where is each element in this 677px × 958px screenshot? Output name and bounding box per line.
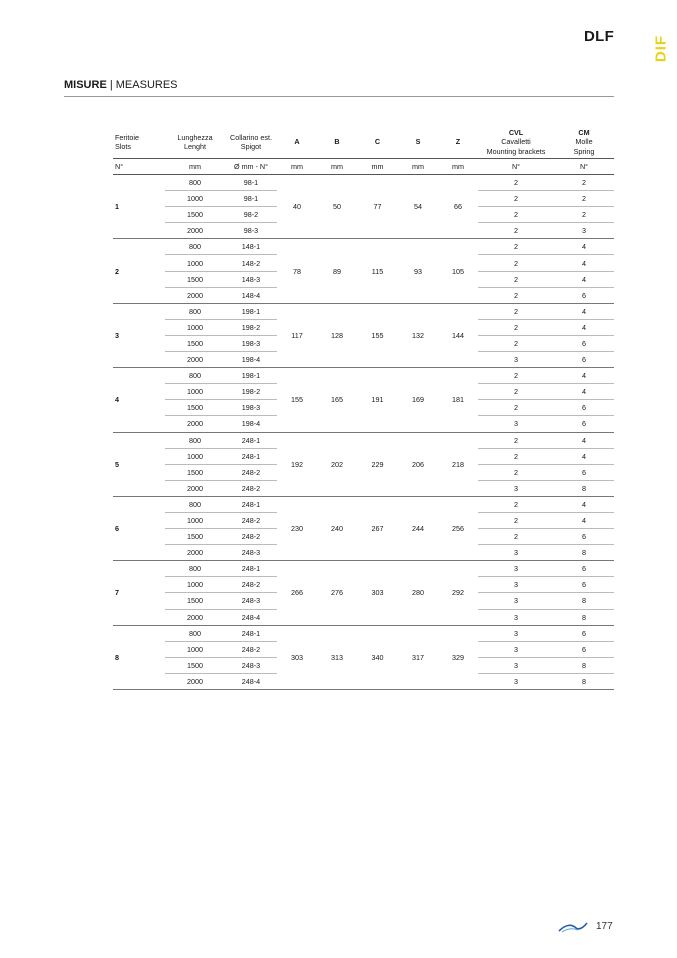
cm-cell: 4 (554, 512, 614, 528)
cm-cell: 8 (554, 673, 614, 689)
length-cell: 2000 (165, 609, 225, 625)
spigot-cell: 198-3 (225, 400, 277, 416)
table-row (113, 496, 614, 512)
cm-cell: 4 (554, 384, 614, 400)
dimension-b-cell: 276 (317, 561, 357, 625)
cvl-cell: 3 (478, 480, 554, 496)
spigot-cell: 148-1 (225, 239, 277, 255)
cm-cell: 6 (554, 529, 614, 545)
section-heading (64, 79, 178, 91)
spigot-cell: 198-2 (225, 384, 277, 400)
spigot-cell: 248-4 (225, 609, 277, 625)
slots-cell: 8 (113, 625, 165, 689)
dimension-z-cell: 329 (438, 625, 478, 689)
section-side-tab (654, 32, 668, 62)
column-header-line: Feritoie (115, 132, 139, 142)
cm-cell: 4 (554, 319, 614, 335)
length-cell: 1500 (165, 335, 225, 351)
column-header (165, 126, 225, 159)
measures-table (113, 126, 614, 690)
dimension-z-cell: 144 (438, 303, 478, 367)
dimension-z-cell: 256 (438, 496, 478, 560)
cvl-cell: 2 (478, 335, 554, 351)
column-header-line: Spigot (240, 142, 262, 151)
column-header-line: B (334, 137, 340, 147)
unit-cell: mm (277, 159, 317, 175)
cvl-cell: 2 (478, 271, 554, 287)
column-header (317, 126, 357, 159)
cvl-cell: 3 (478, 641, 554, 657)
dimension-s-cell: 132 (398, 303, 438, 367)
spigot-cell: 198-4 (225, 352, 277, 368)
cm-cell: 4 (554, 239, 614, 255)
column-header (554, 126, 614, 159)
dimension-a-cell: 40 (277, 175, 317, 239)
spigot-cell: 98-1 (225, 191, 277, 207)
dimension-b-cell: 128 (317, 303, 357, 367)
spigot-cell: 248-1 (225, 432, 277, 448)
dimension-s-cell: 93 (398, 239, 438, 303)
length-cell: 2000 (165, 352, 225, 368)
unit-cell: N° (478, 159, 554, 175)
dimension-z-cell: 181 (438, 368, 478, 432)
wave-logo-icon (558, 921, 588, 933)
cm-cell: 6 (554, 335, 614, 351)
heading-separator: | (106, 79, 116, 91)
side-tab-label: DIF (652, 34, 670, 63)
spigot-cell: 148-2 (225, 255, 277, 271)
length-cell: 1000 (165, 384, 225, 400)
cm-cell: 8 (554, 657, 614, 673)
dimension-a-cell: 303 (277, 625, 317, 689)
column-header (225, 126, 277, 159)
spigot-cell: 148-3 (225, 271, 277, 287)
dimension-c-cell: 340 (357, 625, 398, 689)
dimension-s-cell: 206 (398, 432, 438, 496)
cvl-cell: 2 (478, 287, 554, 303)
table-row (113, 625, 614, 641)
dimension-b-cell: 202 (317, 432, 357, 496)
cvl-cell: 2 (478, 368, 554, 384)
length-cell: 1000 (165, 191, 225, 207)
cvl-cell: 2 (478, 223, 554, 239)
cm-cell: 6 (554, 287, 614, 303)
dimension-a-cell: 192 (277, 432, 317, 496)
dimension-z-cell: 66 (438, 175, 478, 239)
dimension-b-cell: 89 (317, 239, 357, 303)
dimension-z-cell: 105 (438, 239, 478, 303)
heading-rule (64, 96, 614, 97)
dimension-z-cell: 292 (438, 561, 478, 625)
cvl-cell: 2 (478, 529, 554, 545)
spigot-cell: 98-1 (225, 175, 277, 191)
length-cell: 800 (165, 432, 225, 448)
slots-cell: 7 (113, 561, 165, 625)
cm-cell: 6 (554, 352, 614, 368)
dimension-b-cell: 240 (317, 496, 357, 560)
spigot-cell: 248-1 (225, 561, 277, 577)
cvl-cell: 3 (478, 561, 554, 577)
length-cell: 1500 (165, 593, 225, 609)
spigot-cell: 198-3 (225, 335, 277, 351)
cm-cell: 2 (554, 191, 614, 207)
column-header (113, 126, 165, 159)
cm-cell: 6 (554, 625, 614, 641)
cm-cell: 4 (554, 496, 614, 512)
cvl-cell: 2 (478, 191, 554, 207)
length-cell: 2000 (165, 416, 225, 432)
length-cell: 2000 (165, 287, 225, 303)
cvl-cell: 3 (478, 352, 554, 368)
table-row (113, 175, 614, 191)
spigot-cell: 198-2 (225, 319, 277, 335)
cvl-cell: 3 (478, 416, 554, 432)
length-cell: 2000 (165, 545, 225, 561)
table-row (113, 303, 614, 319)
table-row (113, 561, 614, 577)
table-row (113, 368, 614, 384)
spigot-cell: 248-2 (225, 641, 277, 657)
slots-cell: 1 (113, 175, 165, 239)
cvl-cell: 2 (478, 448, 554, 464)
length-cell: 1500 (165, 657, 225, 673)
cm-cell: 6 (554, 416, 614, 432)
cvl-cell: 2 (478, 464, 554, 480)
spigot-cell: 248-2 (225, 529, 277, 545)
column-header-line: CVL (508, 127, 524, 137)
column-header-line: Molle (575, 137, 593, 147)
spigot-cell: 248-2 (225, 480, 277, 496)
column-header (438, 126, 478, 159)
cvl-cell: 2 (478, 303, 554, 319)
length-cell: 1000 (165, 448, 225, 464)
dimension-s-cell: 54 (398, 175, 438, 239)
unit-cell: mm (165, 159, 225, 175)
cvl-cell: 2 (478, 496, 554, 512)
dimension-c-cell: 191 (357, 368, 398, 432)
dimension-a-cell: 230 (277, 496, 317, 560)
dimension-a-cell: 117 (277, 303, 317, 367)
slots-cell: 5 (113, 432, 165, 496)
column-header-line: Collarino est. (230, 132, 272, 142)
spigot-cell: 248-3 (225, 593, 277, 609)
spigot-cell: 198-4 (225, 416, 277, 432)
dimension-c-cell: 115 (357, 239, 398, 303)
column-header-line: Z (455, 137, 461, 147)
spigot-cell: 98-2 (225, 207, 277, 223)
cm-cell: 4 (554, 448, 614, 464)
length-cell: 800 (165, 561, 225, 577)
dimension-s-cell: 169 (398, 368, 438, 432)
dimension-b-cell: 50 (317, 175, 357, 239)
cm-cell: 6 (554, 561, 614, 577)
column-header (357, 126, 398, 159)
cvl-cell: 2 (478, 432, 554, 448)
length-cell: 2000 (165, 673, 225, 689)
unit-cell: Ø mm - N° (225, 159, 277, 175)
cvl-cell: 2 (478, 512, 554, 528)
spigot-cell: 198-1 (225, 303, 277, 319)
heading-bold: MISURE (64, 79, 107, 91)
dimension-b-cell: 313 (317, 625, 357, 689)
column-header-line: Lenght (184, 142, 206, 151)
dimension-s-cell: 280 (398, 561, 438, 625)
length-cell: 1000 (165, 255, 225, 271)
slots-cell: 2 (113, 239, 165, 303)
length-cell: 1500 (165, 207, 225, 223)
cvl-cell: 2 (478, 384, 554, 400)
cm-cell: 4 (554, 271, 614, 287)
dimension-c-cell: 303 (357, 561, 398, 625)
spigot-cell: 248-1 (225, 496, 277, 512)
cvl-cell: 3 (478, 545, 554, 561)
cm-cell: 4 (554, 303, 614, 319)
spigot-cell: 248-4 (225, 673, 277, 689)
cm-cell: 4 (554, 432, 614, 448)
length-cell: 1500 (165, 464, 225, 480)
unit-cell: mm (357, 159, 398, 175)
length-cell: 1500 (165, 529, 225, 545)
cvl-cell: 2 (478, 400, 554, 416)
cvl-cell: 2 (478, 239, 554, 255)
slots-cell: 4 (113, 368, 165, 432)
length-cell: 800 (165, 175, 225, 191)
column-header (277, 126, 317, 159)
cvl-cell: 3 (478, 577, 554, 593)
cm-cell: 4 (554, 255, 614, 271)
spigot-cell: 148-4 (225, 287, 277, 303)
column-header-line: Cavalletti (501, 137, 531, 147)
column-header-line: Mounting brackets (486, 146, 546, 156)
table-row (113, 432, 614, 448)
table-row (113, 239, 614, 255)
column-header-line: Lunghezza (177, 132, 213, 142)
cvl-cell: 3 (478, 593, 554, 609)
cm-cell: 2 (554, 207, 614, 223)
spigot-cell: 98-3 (225, 223, 277, 239)
spigot-cell: 248-2 (225, 464, 277, 480)
cm-cell: 6 (554, 464, 614, 480)
unit-cell: N° (554, 159, 614, 175)
spigot-cell: 248-3 (225, 657, 277, 673)
cvl-cell: 3 (478, 625, 554, 641)
cvl-cell: 2 (478, 175, 554, 191)
length-cell: 1000 (165, 319, 225, 335)
heading-title: MEASURES (115, 79, 178, 91)
dimension-s-cell: 317 (398, 625, 438, 689)
column-header-line: C (374, 137, 381, 147)
product-code: DLF (584, 28, 615, 45)
dimension-c-cell: 229 (357, 432, 398, 496)
dimension-z-cell: 218 (438, 432, 478, 496)
cm-cell: 6 (554, 577, 614, 593)
spigot-cell: 248-1 (225, 448, 277, 464)
unit-cell: mm (317, 159, 357, 175)
cm-cell: 8 (554, 545, 614, 561)
dimension-a-cell: 266 (277, 561, 317, 625)
column-header (398, 126, 438, 159)
dimension-c-cell: 267 (357, 496, 398, 560)
column-header (478, 126, 554, 159)
length-cell: 1500 (165, 271, 225, 287)
length-cell: 1500 (165, 400, 225, 416)
spigot-cell: 248-3 (225, 545, 277, 561)
length-cell: 800 (165, 303, 225, 319)
dimension-b-cell: 165 (317, 368, 357, 432)
length-cell: 1000 (165, 512, 225, 528)
spigot-cell: 198-1 (225, 368, 277, 384)
length-cell: 2000 (165, 223, 225, 239)
cvl-cell: 3 (478, 609, 554, 625)
dimension-c-cell: 155 (357, 303, 398, 367)
cm-cell: 8 (554, 480, 614, 496)
column-header-line: CM (578, 127, 590, 137)
unit-cell: mm (438, 159, 478, 175)
unit-cell: mm (398, 159, 438, 175)
cvl-cell: 2 (478, 255, 554, 271)
slots-cell: 3 (113, 303, 165, 367)
page-number: 177 (596, 921, 613, 932)
spigot-cell: 248-1 (225, 625, 277, 641)
length-cell: 2000 (165, 480, 225, 496)
column-header-line: A (294, 137, 300, 147)
dimension-a-cell: 155 (277, 368, 317, 432)
cm-cell: 4 (554, 368, 614, 384)
cvl-cell: 3 (478, 673, 554, 689)
cm-cell: 3 (554, 223, 614, 239)
cm-cell: 6 (554, 400, 614, 416)
spigot-cell: 248-2 (225, 512, 277, 528)
column-header-line: Spring (573, 146, 595, 156)
length-cell: 1000 (165, 577, 225, 593)
cvl-cell: 2 (478, 207, 554, 223)
dimension-a-cell: 78 (277, 239, 317, 303)
column-header-line: Slots (115, 142, 131, 151)
cvl-cell: 3 (478, 657, 554, 673)
column-header-line: S (415, 137, 421, 147)
length-cell: 1000 (165, 641, 225, 657)
spigot-cell: 248-2 (225, 577, 277, 593)
length-cell: 800 (165, 496, 225, 512)
dimension-s-cell: 244 (398, 496, 438, 560)
slots-cell: 6 (113, 496, 165, 560)
length-cell: 800 (165, 625, 225, 641)
length-cell: 800 (165, 239, 225, 255)
cvl-cell: 2 (478, 319, 554, 335)
cm-cell: 8 (554, 609, 614, 625)
dimension-c-cell: 77 (357, 175, 398, 239)
cm-cell: 6 (554, 641, 614, 657)
length-cell: 800 (165, 368, 225, 384)
cm-cell: 8 (554, 593, 614, 609)
cm-cell: 2 (554, 175, 614, 191)
unit-cell: N° (113, 159, 165, 175)
